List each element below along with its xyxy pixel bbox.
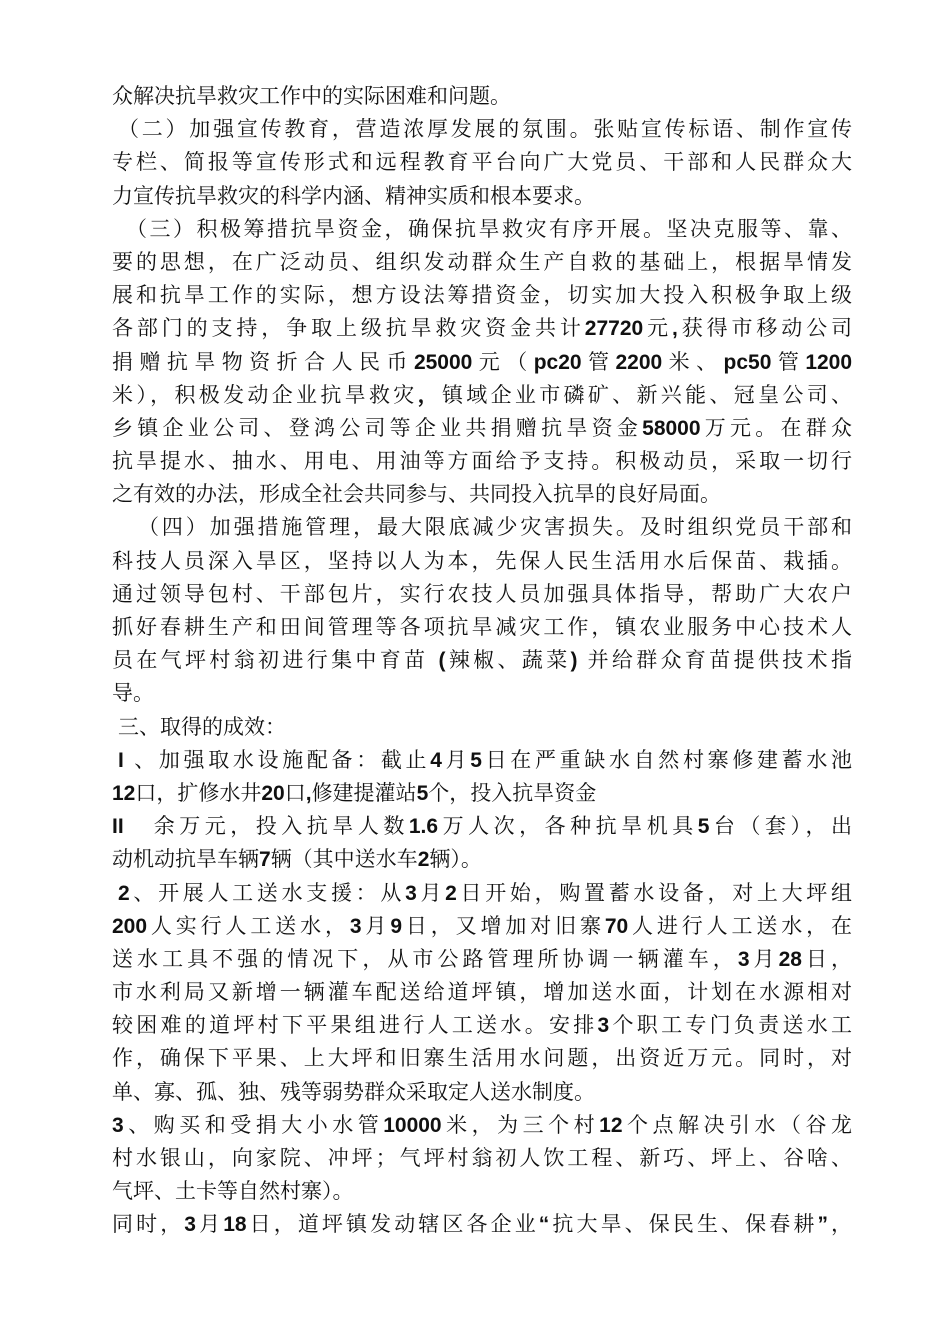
text-segment: 人实行人工送水， [147, 913, 350, 938]
bold-text-segment: , [305, 781, 312, 805]
text-segment: 月 [749, 946, 779, 971]
bold-text-segment: 20 [261, 781, 285, 805]
text-line [112, 279, 852, 312]
text-segment: 台（套），出 [709, 814, 853, 839]
text-segment: 个职工专门负责送水工 [609, 1013, 853, 1038]
text-segment: 要的思想，在广泛动员、组织发动群众生产自救的基础上，根据旱情发 [112, 249, 852, 274]
text-segment: 同时， [112, 1212, 185, 1237]
bold-text-segment: ) [570, 649, 578, 673]
text-segment: 获得市移动公司 [677, 316, 853, 341]
text-segment: 辆）。 [429, 847, 482, 872]
bold-text-segment: ( [438, 649, 446, 673]
text-segment: 辣椒、蔬菜 [445, 648, 571, 673]
text-segment: 市水利局又新增一辆灌车配送给道坪镇，增加送水面，计划在水源相对 [112, 980, 852, 1005]
text-segment: 日在严重缺水自然村寨修建蓄水池 [481, 747, 852, 772]
text-segment: 抗大旱、保民生、保春耕 [549, 1212, 818, 1237]
text-line [112, 976, 852, 1009]
text-segment: 米、 [662, 349, 724, 374]
text-line [112, 943, 852, 976]
bold-text-segment: 27720 [584, 317, 644, 341]
bold-text-segment: 5 [697, 815, 710, 839]
bold-text-segment: 2200 [615, 350, 663, 374]
text-segment: 之有效的办法，形成全社会共同参与、共同投入抗旱的良好局面。 [112, 482, 721, 507]
text-segment: 个点解决引水（谷龙 [622, 1112, 853, 1137]
text-line [112, 412, 852, 445]
bold-text-segment: 10000 [383, 1113, 442, 1137]
text-line [112, 611, 852, 644]
text-segment: 月 [441, 747, 471, 772]
text-line [112, 478, 852, 511]
bold-text-segment: 9 [390, 914, 402, 938]
text-segment: 众解决抗旱救灾工作中的实际困难和问题。 [112, 84, 511, 108]
text-segment: 镇域企业市磷矿、新兴能、冠皇公司、 [441, 382, 853, 407]
bold-text-segment: pc20 [533, 350, 582, 374]
text-segment: 米，为三个村 [441, 1112, 600, 1137]
text-segment: 月 [195, 1212, 224, 1237]
text-segment: （三）积极筹措抗旱资金，确保抗旱救灾有序开展。坚决克服等、靠、 [126, 216, 852, 241]
text-line [112, 777, 852, 810]
bold-text-segment: 12 [112, 781, 136, 805]
text-line [112, 1076, 852, 1109]
bold-text-segment: ” [817, 1213, 828, 1237]
text-line [112, 511, 852, 544]
text-segment: 单、寡、孤、独、残等弱势群众采取定人送水制度。 [112, 1079, 595, 1104]
text-segment: 、购买和受捐大小水管 [123, 1112, 384, 1137]
text-line [112, 146, 852, 179]
text-line [112, 1175, 852, 1208]
text-line [112, 80, 852, 113]
text-segment: 并给群众育苗提供技术指 [577, 648, 852, 673]
text-segment: 作，确保下平果、上大坪和旧寨生活用水问题，出资近万元。同时，对 [112, 1046, 852, 1071]
text-segment: 动机动抗旱车辆 [112, 847, 259, 872]
text-segment: 、开展人工送水支援：从 [129, 880, 406, 905]
text-line [112, 180, 852, 213]
text-segment: （四）加强措施管理，最大限底减少灾害损失。及时组织党员干部和 [138, 515, 852, 540]
bold-text-segment: “ [538, 1213, 550, 1237]
bold-text-segment: pc50 [723, 350, 772, 374]
text-segment: 日开始，购置蓄水设备，对上大坪组 [456, 880, 853, 905]
text-segment: 米），积极发动企业抗旱救灾 [112, 382, 418, 407]
text-segment: 万元。在群众 [700, 415, 853, 440]
text-segment: 三、取得的成效： [118, 714, 286, 739]
bold-text-segment: 12 [599, 1113, 623, 1137]
bold-text-segment: II [112, 815, 124, 839]
bold-text-segment: 1.6 [408, 815, 439, 839]
text-segment: 辆（其中送水车 [270, 847, 418, 872]
text-segment: 、加强取水设施配备：截止 [123, 747, 431, 772]
text-segment: （二）加强宣传教育，营造浓厚发展的氛围。张贴宣传标语、制作宣传 [118, 117, 852, 142]
text-segment: 管 [581, 349, 616, 374]
text-line [112, 1042, 852, 1075]
document-body [112, 80, 852, 1242]
bold-text-segment: 5 [470, 748, 482, 772]
bold-text-segment: 5 [416, 781, 429, 805]
bold-text-segment: 3 [349, 914, 362, 938]
text-segment: 专栏、简报等宣传形式和远程教育平台向广大党员、干部和人民群众大 [112, 150, 852, 175]
text-segment: 个，投入抗旱资金 [428, 780, 597, 805]
text-line [112, 1009, 852, 1042]
text-segment: 口，扩修水井 [135, 780, 262, 805]
text-line [112, 711, 852, 744]
text-segment: 捐赠抗旱物资折合人民币 [112, 349, 414, 374]
text-line [112, 1208, 852, 1241]
bold-text-segment: 18 [223, 1213, 247, 1237]
text-segment: 日，道坪镇发动辖区各企业 [246, 1212, 539, 1237]
text-line [112, 843, 852, 876]
text-line [112, 1109, 852, 1142]
text-line [112, 1142, 852, 1175]
text-segment: 员在气坪村翁初进行集中育苗 [112, 648, 439, 673]
text-segment: 乡镇企业公司、登鸿公司等企业共捐赠抗旱资金 [112, 415, 643, 440]
text-segment: 通过领导包村、干部包片，实行农技人员加强具体指导，帮助广大农户 [112, 581, 852, 606]
bold-text-segment: 3 [737, 947, 750, 971]
text-segment: 万人次，各种抗旱机具 [438, 814, 698, 839]
text-segment: 科技人员深入旱区，坚持以人为本，先保人民生活用水后保苗、栽插。 [112, 548, 852, 573]
text-segment: 各部门的支持，争取上级抗旱救灾资金共计 [112, 316, 585, 341]
bold-text-segment: 25000 [413, 350, 473, 374]
text-line [112, 246, 852, 279]
text-segment: 抓好春耕生产和田间管理等各项抗旱减灾工作，镇农业服务中心技术人 [112, 615, 852, 639]
text-segment: 口 [284, 780, 306, 805]
text-segment: 抗旱提水、抽水、用电、用油等方面给予支持。积极动员，采取一切行 [112, 449, 852, 474]
text-line [112, 677, 852, 710]
text-segment: 导。 [112, 681, 154, 706]
text-line [112, 910, 852, 943]
bold-text-segment: 4 [430, 748, 442, 772]
bold-text-segment: 3 [597, 1014, 610, 1038]
text-line [112, 810, 852, 843]
text-segment: ， [827, 1212, 853, 1237]
text-segment: 较困难的道坪村下平果组进行人工送水。安排 [112, 1013, 598, 1038]
text-segment: 修建提灌站 [311, 780, 417, 805]
bold-text-segment: ， [417, 383, 442, 407]
bold-text-segment: 3 [184, 1213, 196, 1237]
bold-text-segment: 2 [118, 881, 130, 905]
text-segment: 元 [643, 316, 672, 341]
bold-text-segment: 2 [445, 881, 457, 905]
bold-text-segment: 200 [112, 914, 148, 938]
text-segment: 气坪、土卡等自然村寨）。 [112, 1179, 354, 1204]
bold-text-segment: 58000 [642, 416, 701, 440]
text-segment: 余万元，投入抗旱人数 [123, 814, 409, 839]
text-line [112, 545, 852, 578]
text-segment: 力宣传抗旱救灾的科学内涵、精神实质和根本要求。 [112, 183, 595, 208]
text-segment: 月 [361, 913, 391, 938]
text-segment: 月 [416, 880, 446, 905]
text-line [112, 744, 852, 777]
text-segment: 管 [771, 349, 806, 374]
text-segment: 元（ [472, 349, 534, 374]
text-line [112, 644, 852, 677]
bold-text-segment: I [118, 748, 124, 772]
bold-text-segment: 3 [112, 1113, 124, 1137]
bold-text-segment: 3 [405, 881, 417, 905]
text-line [112, 346, 852, 379]
bold-text-segment: , [671, 317, 678, 341]
text-segment: 村水银山，向家院、冲坪；气坪村翁初人饮工程、新巧、坪上、谷啥、 [112, 1146, 852, 1170]
text-segment: 日， [801, 946, 853, 971]
bold-text-segment: 70 [604, 914, 629, 938]
text-segment: 人进行人工送水，在 [628, 913, 853, 938]
text-line [112, 445, 852, 478]
text-line [112, 877, 852, 910]
bold-text-segment: 7 [259, 848, 271, 872]
bold-text-segment: 28 [778, 947, 802, 971]
text-segment: 送水工具不强的情况下，从市公路管理所协调一辆灌车， [112, 946, 738, 971]
bold-text-segment: 2 [417, 848, 430, 872]
text-line [112, 312, 852, 345]
text-line [112, 213, 852, 246]
text-line [112, 379, 852, 412]
text-segment: 日，又增加对旧寨 [402, 913, 605, 938]
text-line [112, 578, 852, 611]
text-line [112, 113, 852, 146]
bold-text-segment: 1200 [805, 350, 853, 374]
text-segment: 展和抗旱工作的实际，想方设法筹措资金，切实加大投入积极争取上级 [112, 283, 852, 308]
